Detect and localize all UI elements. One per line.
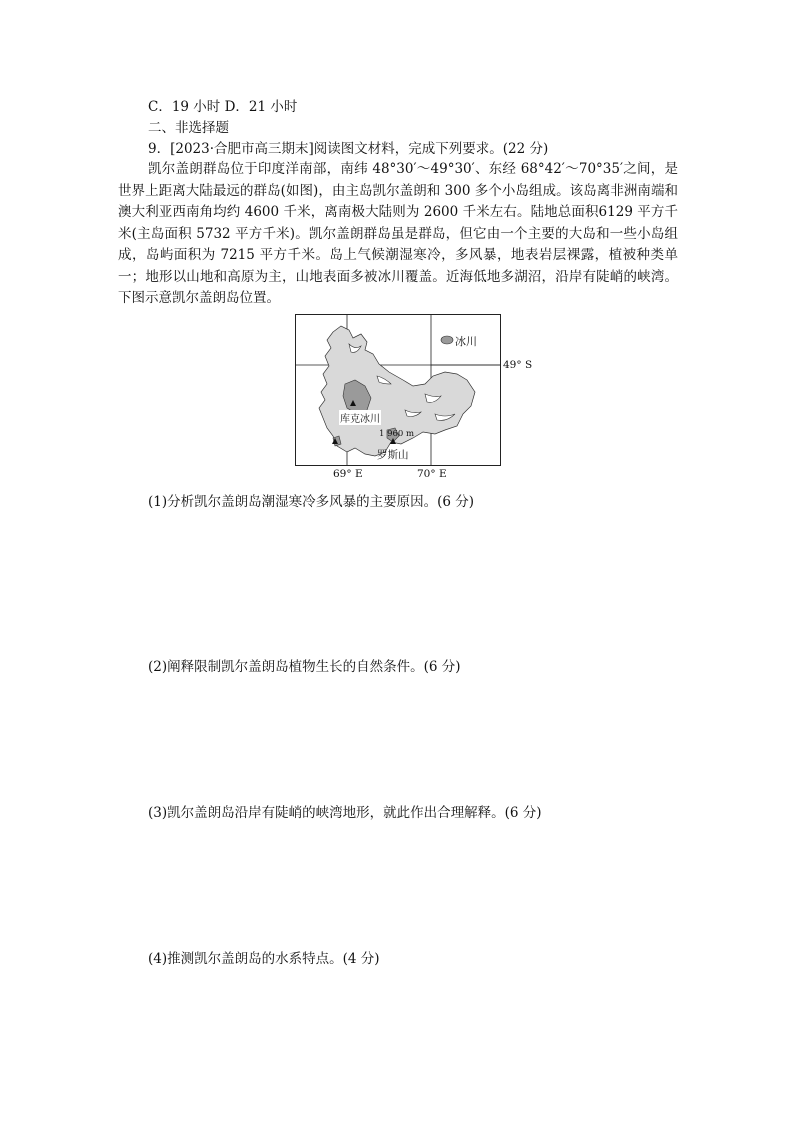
subquestion-4: (4)推测凯尔盖朗岛的水系特点。(4 分) xyxy=(148,951,380,967)
legend-glacier-swatch xyxy=(441,336,453,344)
longitude-label-69: 69° E xyxy=(333,468,363,480)
latitude-label: 49° S xyxy=(503,359,533,371)
question-header: 9．[2023·合肥市高三期末]阅读图文材料，完成下列要求。(22 分) xyxy=(148,141,549,157)
section-title: 二、非选择题 xyxy=(148,120,229,136)
subquestion-1: (1)分析凯尔盖朗岛潮湿寒冷多风暴的主要原因。(6 分) xyxy=(148,494,475,510)
question-material-paragraph: 凯尔盖朗群岛位于印度洋南部，南纬 48°30′～49°30′、东经 68°42′～70°35′之间，是世界上距离大陆最远的群岛(如图)，由主岛凯尔盖朗和 300 多个小岛组成。该岛离非洲南端和澳大利亚西南角均约 4600 千米，离南极大陆则为 2600 千米左右。陆地总面积6129 平方千米(主岛面积 5732 平方千米)。凯尔盖朗群岛虽是群岛，但它由一个主要的大岛和一些小岛组成，岛屿面积为 7215 平方千米。岛上气候潮湿寒冷，多风暴，地表岩层裸露，植被种类单一；地形以山地和高原为主，山地表面多被冰川覆盖。近海低地多湖沼，沿岸有陡峭的峡湾。下图示意凯尔盖朗岛位置。 xyxy=(118,161,678,306)
cook-glacier-label: 库克冰川 xyxy=(339,410,381,425)
kerguelen-map xyxy=(295,314,533,480)
ross-mountain-label: 罗斯山 xyxy=(377,449,409,461)
subquestion-2: (2)阐释限制凯尔盖朗岛植物生长的自然条件。(6 分) xyxy=(148,659,461,675)
legend-glacier-label: 冰川 xyxy=(455,335,477,348)
subquestion-3: (3)凯尔盖朗岛沿岸有陡峭的峡湾地形，就此作出合理解释。(6 分) xyxy=(148,805,542,821)
options-line: C．19 小时 D．21 小时 xyxy=(148,99,298,115)
elevation-label: 1 960 m xyxy=(379,429,415,439)
longitude-label-70: 70° E xyxy=(417,468,447,480)
